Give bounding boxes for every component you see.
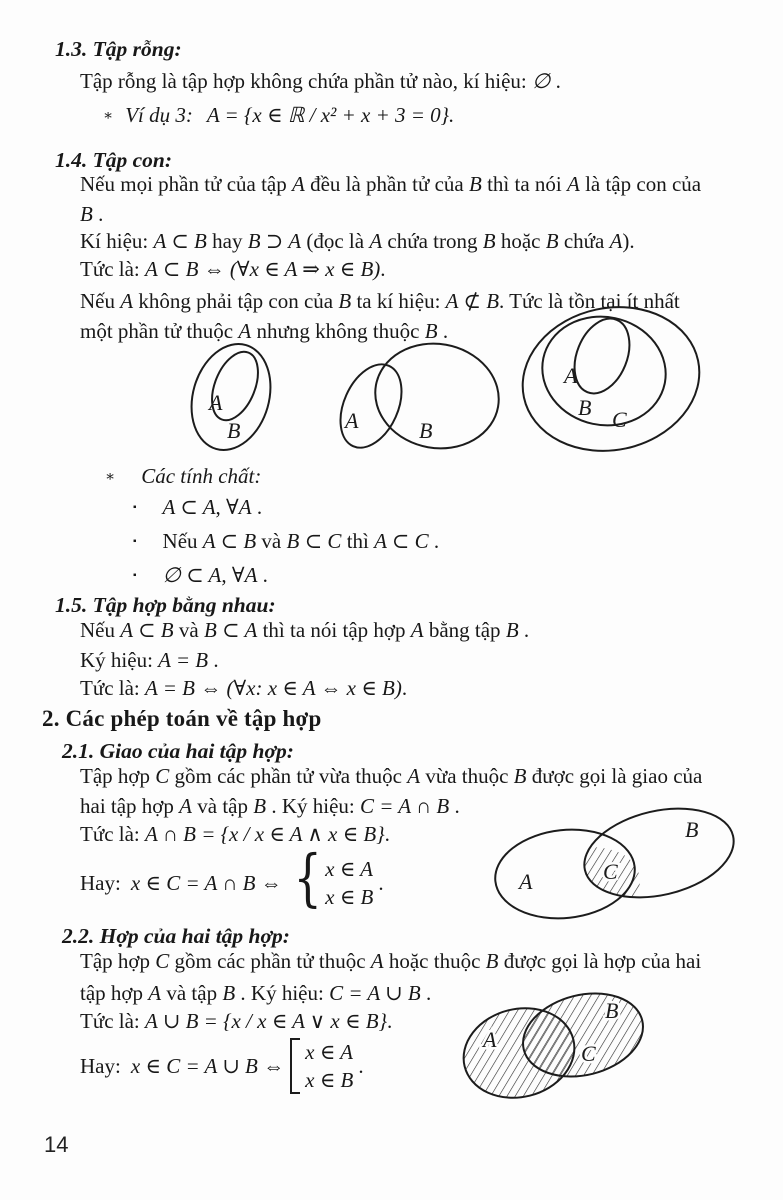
properties-heading: Các tính chất: [141, 464, 262, 488]
period: . [378, 870, 384, 895]
case-x-in-b: x ∈ B [305, 1068, 354, 1092]
text-run: Tức là: [80, 257, 146, 281]
math-run: A [148, 981, 162, 1005]
venn2-label-b: B [419, 418, 433, 443]
text-run: vừa thuộc [420, 764, 514, 788]
math-run: B [338, 289, 352, 313]
math-run: A [369, 229, 383, 253]
case-x-in-a: x ∈ A [325, 857, 373, 881]
text-run: Ký hiệu: [80, 648, 159, 672]
venn5-label-b: B [605, 998, 619, 1023]
text-run: chứa trong [382, 229, 483, 253]
text-run: Tức là: [80, 676, 146, 700]
text-run: gồm các phần tử thuộc [169, 949, 371, 973]
example-formula: A = {x ∈ ℝ / x² + x + 3 = 0}. [206, 103, 455, 127]
intersection-cases-formula [80, 841, 384, 917]
math-run: B [505, 618, 519, 642]
math-run: A ⊂ B [202, 529, 257, 553]
text-run: đều là phần tử của [304, 172, 469, 196]
text-run: . [401, 676, 408, 700]
math-run: A ⊂ B [120, 618, 174, 642]
math-run: B [222, 981, 236, 1005]
text-run: được gọi là hợp của hai [498, 949, 702, 973]
text-run: Tức là: [80, 822, 146, 846]
venn1-label-a: A [209, 390, 223, 415]
math-run: B ⊃ A [247, 229, 302, 253]
example-label: Ví dụ 3: [125, 103, 193, 127]
curly-brace-glyph: { [293, 841, 322, 914]
math-run: A ∪ B = {x / x ∈ A ∨ x ∈ B} [145, 1009, 388, 1033]
math-run: A [566, 172, 580, 196]
text-run: . [449, 794, 460, 818]
text-run: . [550, 69, 561, 93]
heading-2-set-operations: 2. Các phép toán về tập hợp [42, 706, 322, 731]
text-run: hay [206, 229, 248, 253]
text-run: . [428, 529, 440, 553]
text-run: và tập [192, 794, 254, 818]
text-run: , [221, 563, 232, 587]
math-run: B [482, 229, 496, 253]
subset-definition-line-1 [80, 171, 701, 198]
property-item-1 [133, 494, 262, 521]
venn-diagram-intersection-hatched [487, 797, 745, 921]
intersection-cases-lhs: x ∈ C = A ∩ B ⇔ [130, 870, 282, 895]
math-run: A [410, 618, 424, 642]
properties-heading-line [105, 463, 261, 491]
page-number: 14 [44, 1132, 69, 1157]
heading-1-5-equal-sets: 1.5. Tập hợp bằng nhau: [55, 593, 276, 617]
text-run: . [251, 495, 263, 519]
empty-set-definition [80, 68, 561, 95]
venn4-label-b: B [685, 817, 699, 842]
math-run: A ⊂ B ⇔ (∀x ∈ A ⇒ x ∈ B) [145, 257, 381, 281]
cases-stack [325, 855, 373, 911]
text-run: Tập rỗng là tập hợp không chứa phần tử nào, kí hiệu: [80, 69, 533, 93]
text-run: hai tập hợp [80, 794, 180, 818]
heading-2-2-union: 2.2. Hợp của hai tập hợp: [62, 924, 290, 948]
math-run: C [155, 949, 170, 973]
hay-label: Hay: [80, 870, 121, 895]
text-run: hoặc thuộc [383, 949, 486, 973]
text-run: không phải tập con của [133, 289, 339, 313]
text-run: . [420, 981, 432, 1005]
heading-1-3-empty-set: 1.3. Tập rỗng: [55, 37, 182, 61]
venn5-label-c: C [581, 1041, 596, 1066]
subset-definition-line-2 [80, 201, 103, 228]
math-run: A ∩ B = {x / x ∈ A ∧ x ∈ B} [145, 822, 385, 846]
text-run: và [173, 618, 204, 642]
text-run: là tập con của [579, 172, 702, 196]
text-run: (đọc là [301, 229, 370, 253]
venn1-label-b: B [227, 418, 241, 443]
example-3-line [103, 102, 454, 130]
math-run: ∀A [231, 563, 258, 587]
math-run: A [120, 289, 134, 313]
text-run: thì ta nói [481, 172, 567, 196]
text-run: Nếu [162, 529, 203, 553]
text-run: Nếu [80, 618, 121, 642]
text-run: Tập hợp [80, 949, 156, 973]
math-run: A = B ⇔ (∀x: x ∈ A ⇔ x ∈ B) [145, 676, 402, 700]
text-run: . [208, 648, 219, 672]
square-bullet-icon: ▪ [133, 502, 137, 513]
property-item-text [163, 529, 440, 553]
union-definition-line-2 [80, 980, 431, 1007]
math-run: B [513, 764, 527, 788]
math-run: B ⊂ C [286, 529, 342, 553]
text-run: , [215, 495, 227, 519]
venn2-label-a: A [345, 408, 359, 433]
math-run: B ⊂ A [203, 618, 258, 642]
math-run: A [238, 319, 252, 343]
venn-diagram-a-b-c-nested [518, 303, 704, 455]
text-run: . [387, 1009, 393, 1033]
venn3-label-a: A [564, 363, 578, 388]
text-run: Nếu mọi phần tử của tập [80, 172, 292, 196]
math-run: ∅ [532, 69, 551, 93]
text-run: thì [341, 529, 375, 553]
text-run: . [380, 257, 386, 281]
math-run: C [155, 764, 170, 788]
venn4-label-c: C [603, 859, 618, 884]
math-run: C = A ∪ B [329, 981, 421, 1005]
period: . [358, 1053, 364, 1078]
text-run: chứa [558, 229, 610, 253]
venn3-label-b: B [578, 395, 592, 420]
text-run: ). [622, 229, 635, 253]
text-run: . Ký hiệu: [266, 794, 360, 818]
case-x-in-a: x ∈ A [305, 1040, 353, 1064]
text-run: . Ký hiệu: [235, 981, 330, 1005]
text-run: tập hợp [80, 981, 149, 1005]
star-bullet-icon: ∗ [105, 469, 116, 485]
math-run: B [468, 172, 482, 196]
text-run: . [437, 319, 449, 343]
math-run: B [424, 319, 438, 343]
text-run: Tập hợp [80, 764, 156, 788]
venn5-label-a: A [483, 1027, 497, 1052]
math-run: B [253, 794, 267, 818]
text-run: Kí hiệu: [80, 229, 154, 253]
text-run: được gọi là giao của [526, 764, 703, 788]
subset-notation-line [80, 228, 635, 255]
union-cases-lhs: x ∈ C = A ∪ B ⇔ [130, 1053, 285, 1078]
text-run: gồm các phần tử vừa thuộc [169, 764, 408, 788]
equal-sets-definition [80, 617, 529, 644]
heading-1-4-subset: 1.4. Tập con: [55, 148, 173, 172]
venn4-label-a: A [519, 869, 533, 894]
math-run: C = A ∩ B [359, 794, 450, 818]
text-run: ta kí hiệu: [351, 289, 446, 313]
math-run: B [485, 949, 499, 973]
subset-formal-line [80, 256, 386, 283]
math-run: A ⊄ B [445, 289, 500, 313]
math-run: A [179, 794, 192, 818]
text-run: . Tức là tồn tại ít nhất [499, 289, 680, 313]
union-definition-line-1 [80, 948, 701, 975]
intersection-formal [80, 821, 390, 848]
text-run: bằng tập [423, 618, 506, 642]
case-x-in-b: x ∈ B [325, 885, 374, 909]
property-item-3 [133, 562, 268, 589]
text-run: hoặc [495, 229, 546, 253]
text-run: thì ta nói tập hợp [257, 618, 411, 642]
venn3-label-c: C [612, 407, 627, 432]
venn-diagram-a-subset-b [183, 334, 283, 456]
text-run: Nếu [80, 289, 121, 313]
math-run: A ⊂ A [162, 495, 216, 519]
text-run: và tập [161, 981, 223, 1005]
text-run: một phần tử thuộc [80, 319, 239, 343]
math-run: A [407, 764, 421, 788]
text-run: . [92, 202, 104, 226]
union-cases-formula [80, 1038, 364, 1094]
text-run: Tức là: [80, 1009, 146, 1033]
property-item-text [163, 563, 268, 587]
math-run: A [292, 172, 305, 196]
property-item-2 [133, 528, 439, 555]
square-bullet-icon: ▪ [133, 536, 137, 547]
math-run: B [80, 202, 93, 226]
math-run: A [609, 229, 623, 253]
math-run: B [545, 229, 559, 253]
square-bullet-icon: ▪ [133, 570, 137, 581]
math-run: A ⊂ C [374, 529, 429, 553]
text-run: nhưng không thuộc [251, 319, 425, 343]
venn-diagram-union-hatched [455, 985, 650, 1103]
cases-stack [305, 1038, 353, 1094]
hay-label: Hay: [80, 1053, 121, 1078]
math-run: A = B [158, 648, 209, 672]
text-run: . [257, 563, 268, 587]
venn-diagram-a-overlap-b [333, 336, 503, 458]
text-run: . [384, 822, 390, 846]
star-bullet-icon: ∗ [103, 108, 114, 124]
text-run: và [256, 529, 287, 553]
math-run: A ⊂ B [153, 229, 207, 253]
intersection-definition-line-1 [80, 763, 702, 790]
square-bracket-glyph [290, 1038, 300, 1094]
heading-2-1-intersection: 2.1. Giao của hai tập hợp: [62, 739, 294, 763]
math-run: ∀A [226, 495, 252, 519]
union-formal [80, 1008, 392, 1035]
math-run: ∅ ⊂ A [162, 563, 222, 587]
equal-sets-notation [80, 647, 219, 674]
text-run: . [518, 618, 530, 642]
equal-sets-formal [80, 675, 407, 702]
intersection-definition-line-2 [80, 793, 460, 820]
property-item-text [163, 495, 263, 519]
math-run: A [370, 949, 384, 973]
